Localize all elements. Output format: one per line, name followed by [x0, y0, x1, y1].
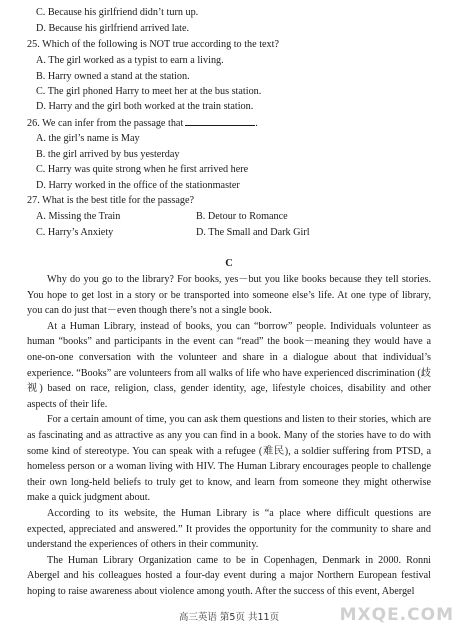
q26-option-d: D. Harry worked in the office of the stationmaster — [36, 180, 240, 191]
q26-option-a: A. the girl’s name is May — [36, 133, 140, 144]
q24-option-d: D. Because his girlfriend arrived late. — [36, 23, 190, 34]
q25-option-d: D. Harry and the girl both worked at the train station. — [36, 101, 254, 112]
q25-option-b: B. Harry owned a stand at the station. — [36, 71, 190, 82]
passage-paragraph-3: For a certain amount of time, you can ask them questions and listen to their stories, which are as fascinating and as attractive as any you can find in a book. Many of the stories have to do with some kind of stereotype. You can speak with a refugee (难民), a soldier suffering from PTSD, a homeless person or a woman living with HIV. The Human Library encourages people to challenge their own long-held beliefs to truly get to know, and learn from someone they might otherwise make a quick judgment about. — [27, 414, 431, 504]
q26-stem-line — [27, 116, 258, 130]
passage-paragraph-1: Why do you go to the library? For books, yes－but you like books because they tell stories. You hope to get lost in a story or be transported into someone else’s life. At one type of library, you can do just that－even though there’s not a single book. — [27, 274, 431, 317]
q25-stem: 25. Which of the following is NOT true according to the text? — [27, 39, 279, 50]
q26-stem-end: . — [255, 118, 258, 129]
reading-passage — [27, 272, 431, 599]
q26-stem: 26. We can infer from the passage that — [27, 118, 184, 129]
watermark-logo: MXQE.COM — [339, 605, 454, 625]
q27-stem: 27. What is the best title for the passage? — [27, 195, 195, 206]
q26-option-b: B. the girl arrived by bus yesterday — [36, 149, 180, 160]
q27-option-d: D. The Small and Dark Girl — [196, 227, 310, 238]
q27-option-a: A. Missing the Train — [36, 211, 121, 222]
q27-option-b: B. Detour to Romance — [196, 211, 288, 222]
q25-option-a: A. The girl worked as a typist to earn a living. — [36, 55, 224, 66]
passage-paragraph-4: According to its website, the Human Library is “a place where difficult questions are expected, appreciated and answered.” It provides the opportunity for the community to share and understand the experiences of others in their community. — [27, 507, 431, 551]
section-title: C — [225, 258, 233, 269]
q26-answer-blank — [185, 116, 255, 126]
q24-option-c: C. Because his girlfriend didn’t turn up. — [36, 7, 199, 18]
q27-option-c: C. Harry’s Anxiety — [36, 227, 114, 238]
passage-paragraph-2: At a Human Library, instead of books, you can “borrow” people. Individuals volunteer as human “books” and participants in the event can “read” the book－meaning they would have a one-on-one conversation with the volunteer and share in a dialogue about that individual’s experience. “Books” are volunteers from all walks of life who have experienced discrimination (歧视) based on race, religion, class, gender identity, age, lifestyle choices, disability and other aspects of their life. — [27, 320, 431, 410]
q25-option-c: C. The girl phoned Harry to meet her at the bus station. — [36, 86, 262, 97]
page-footer: 高三英语 第5页 共11页 — [178, 612, 280, 623]
q26-option-c: C. Harry was quite strong when he first arrived here — [36, 164, 249, 175]
passage-paragraph-5: The Human Library Organization came to be in Copenhagen, Denmark in 2000. Ronni Abergel and his colleagues hosted a four-day event during a major Northern European festival hoping to raise awareness about violence among youth. After the success of this event, Abergel — [27, 554, 431, 597]
